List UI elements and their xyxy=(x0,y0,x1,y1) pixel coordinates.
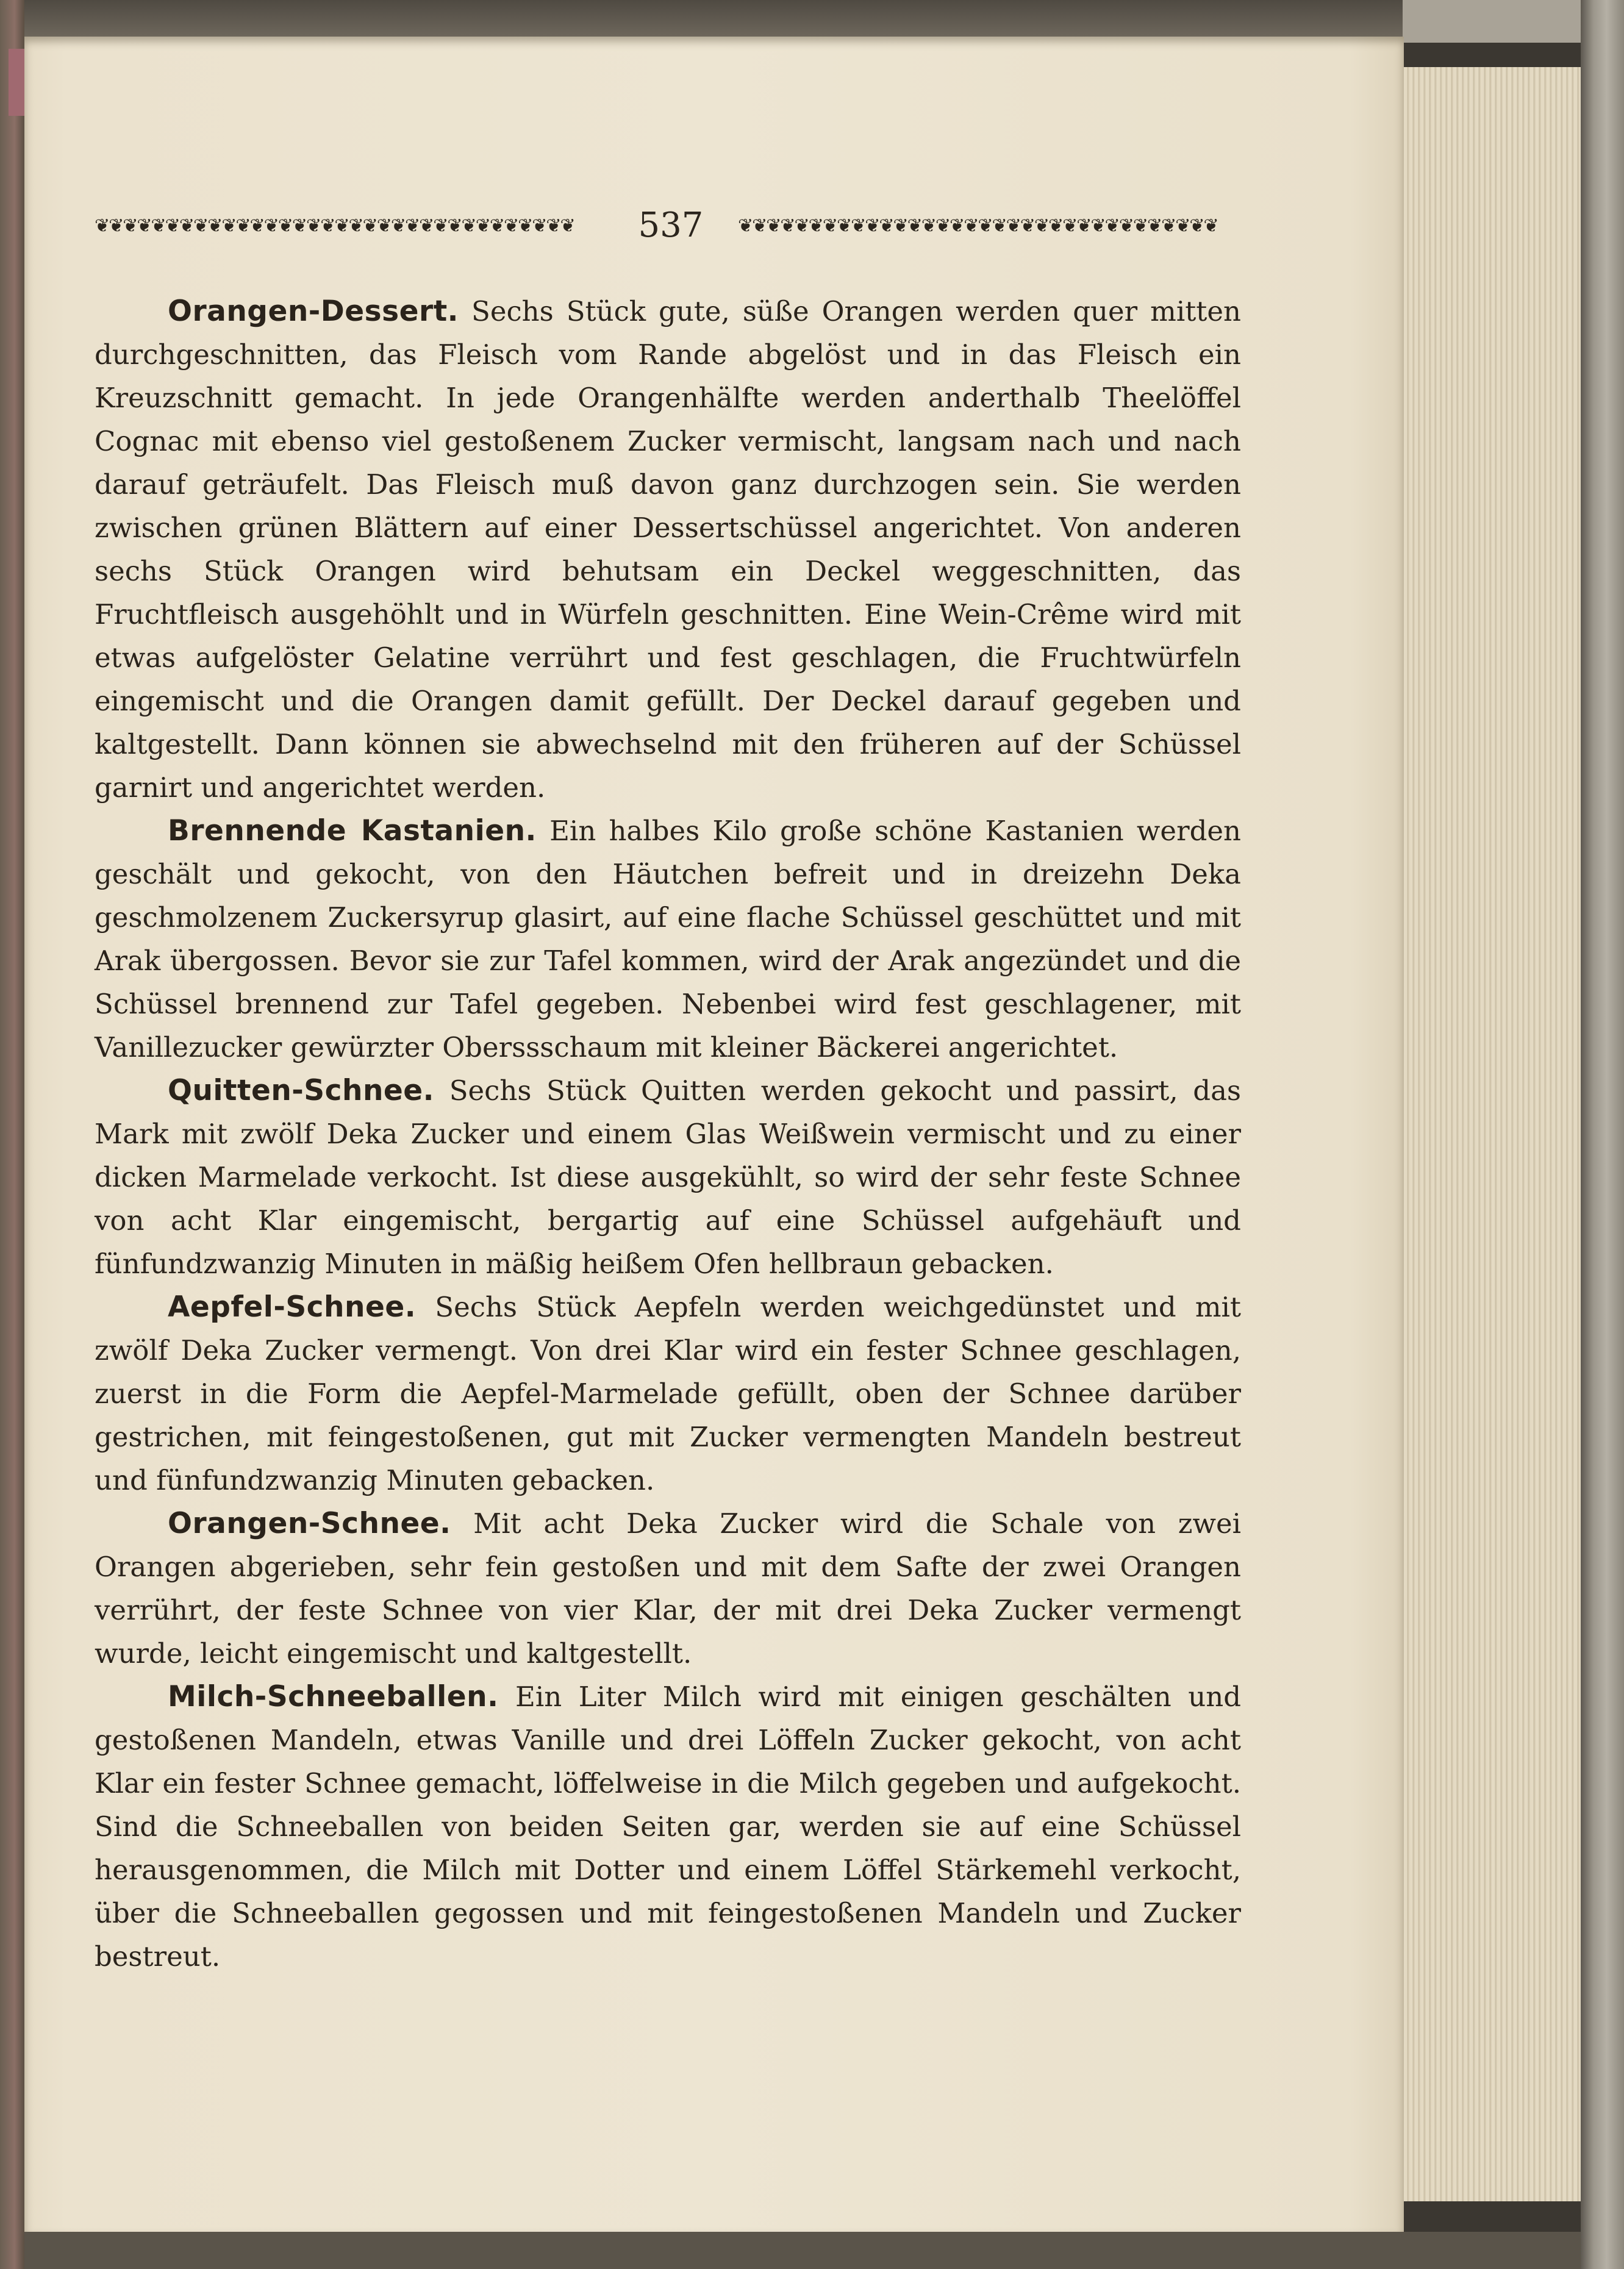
header-ornament-left: ❦❦❦❦❦❦❦❦❦❦❦❦❦❦❦❦❦❦❦❦❦❦❦❦❦❦❦❦❦❦❦❦❦❦ xyxy=(95,215,574,237)
recipe-brennende-kastanien xyxy=(95,809,1241,1069)
recipe-title: Milch-Schneeballen. xyxy=(168,1680,499,1713)
recipe-body: Mit acht Deka Zucker wird die Schale von zwei Orangen abgerieben, sehr fein gestoßen und mit dem Safte der zwei Orangen verrührt, der feste Schnee von vier Klar, der mit drei Deka Zucker vermengt wurde, leicht eingemischt und kaltgestellt. xyxy=(95,1507,1241,1670)
header-ornament-right: ❦❦❦❦❦❦❦❦❦❦❦❦❦❦❦❦❦❦❦❦❦❦❦❦❦❦❦❦❦❦❦❦❦❦ xyxy=(738,215,1218,237)
recipe-body: Ein halbes Kilo große schöne Kastanien werden geschält und gekocht, von den Häutchen befreit und in dreizehn Deka geschmolzenem Zuckersyrup glasirt, auf eine flache Schüssel geschüttet und mit Arak übergossen. Bevor sie zur Tafel kommen, wird der Arak angezündet und die Schüssel brennend zur Tafel gegeben. Nebenbei wird fest geschlagener, mit Vanillezucker gewürzter Oberssschaum mit kleiner Bäckerei angerichtet. xyxy=(95,815,1241,1063)
page-header xyxy=(88,204,1235,247)
recipe-orangen-dessert xyxy=(95,290,1241,809)
bookmark-ribbon xyxy=(9,49,24,116)
page-text xyxy=(95,290,1241,1978)
recipe-title: Aepfel-Schnee. xyxy=(168,1290,417,1324)
recipe-title: Orangen-Dessert. xyxy=(168,295,459,328)
recipe-title: Quitten-Schnee. xyxy=(168,1074,435,1107)
recipe-title: Orangen-Schnee. xyxy=(168,1507,451,1540)
recipe-body: Sechs Stück gute, süße Orangen werden quer mitten durchgeschnitten, das Fleisch vom Rande abgelöst und in das Fleisch ein Kreuzschnitt gemacht. In jede Orangenhälfte werden anderthalb Theelöffel Cognac mit ebenso viel gestoßenem Zucker vermischt, langsam nach und nach darauf geträufelt. Das Fleisch muß davon ganz durchzogen sein. Sie werden zwischen grünen Blättern auf einer Dessertschüssel angerichtet. Von anderen sechs Stück Orangen wird behutsam ein Deckel weggeschnitten, das Fruchtfleisch ausgehöhlt und in Würfeln geschnitten. Eine Wein-Crême wird mit etwas aufgelöster Gelatine verrührt und fest geschlagen, die Fruchtwürfeln eingemischt und die Orangen damit gefüllt. Der Deckel darauf gegeben und kaltgestellt. Dann können sie abwechselnd mit den früheren auf der Schüssel garnirt und angerichtet werden. xyxy=(95,295,1241,804)
recipe-quitten-schnee xyxy=(95,1069,1241,1285)
page-fore-edge xyxy=(1404,67,1581,2201)
recipe-aepfel-schnee xyxy=(95,1285,1241,1502)
recipe-body: Sechs Stück Quitten werden gekocht und passirt, das Mark mit zwölf Deka Zucker und einem Glas Weißwein vermischt und zu einer dicken Marmelade verkocht. Ist diese ausgekühlt, so wird der sehr feste Schnee von acht Klar eingemischt, bergartig auf eine Schüssel aufgehäuft und fünfundzwanzig Minuten in mäßig heißem Ofen hellbraun gebacken. xyxy=(95,1074,1242,1280)
book-cover-right xyxy=(1581,0,1624,2269)
recipe-orangen-schnee xyxy=(95,1502,1241,1675)
page-number: 537 xyxy=(638,205,704,245)
book-top-edge xyxy=(24,0,1586,39)
recipe-body: Sechs Stück Aepfeln werden weichgedünstet und mit zwölf Deka Zucker vermengt. Von drei Klar wird ein fester Schnee geschlagen, zuerst in die Form die Aepfel-Marmelade gefüllt, oben der Schnee darüber gestrichen, mit feingestoßenen, gut mit Zucker vermengten Mandeln bestreut und fünfundzwanzig Minuten gebacken. xyxy=(95,1291,1241,1496)
book-cover-left xyxy=(0,0,24,2269)
book-bottom-edge xyxy=(24,2232,1581,2269)
recipe-milch-schneeballen xyxy=(95,1675,1241,1978)
recipe-title: Brennende Kastanien. xyxy=(168,814,537,848)
recipe-body: Ein Liter Milch wird mit einigen geschälten und gestoßenen Mandeln, etwas Vanille und drei Löffeln Zucker gekocht, von acht Klar ein fester Schnee gemacht, löffelweise in die Milch gegeben und aufgekocht. Sind die Schneeballen von beiden Seiten gar, werden sie auf eine Schüssel herausgenommen, die Milch mit Dotter und einem Löffel Stärkemehl verkocht, über die Schneeballen gegossen und mit feingestoßenen Mandeln und Zucker bestreut. xyxy=(95,1681,1241,1973)
